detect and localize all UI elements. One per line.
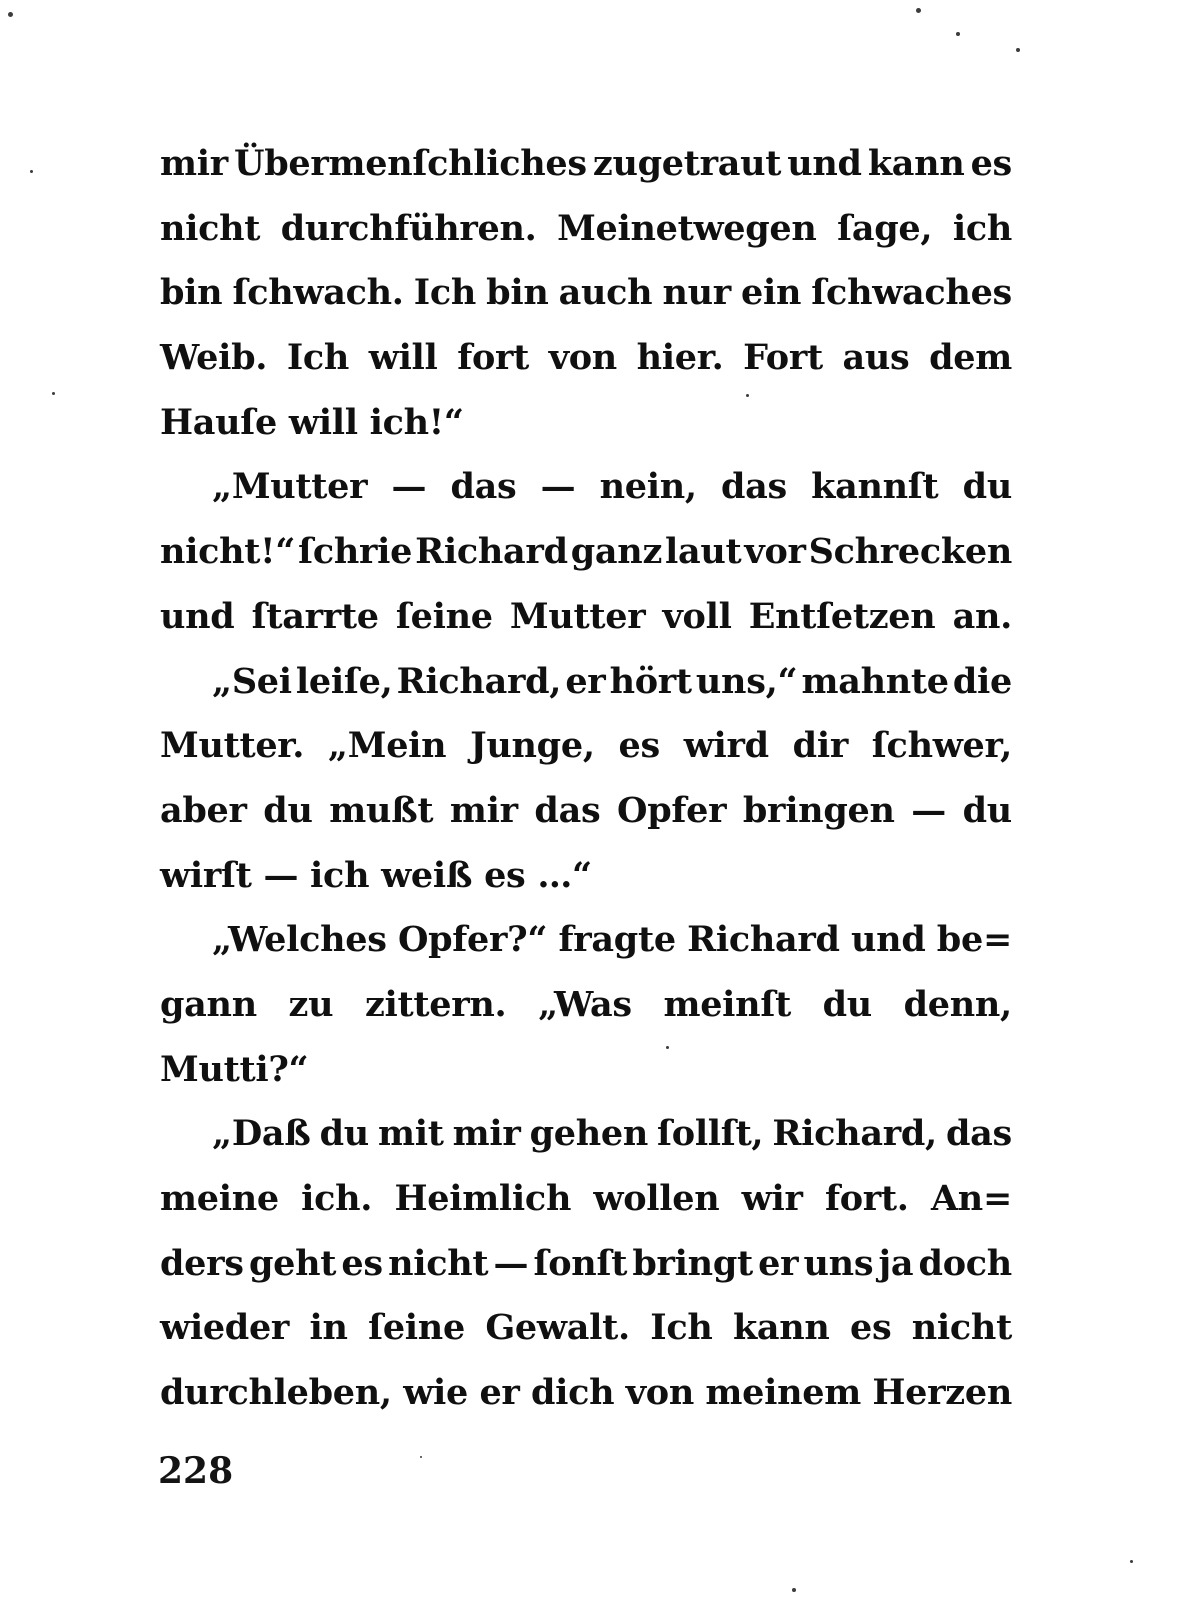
word: ganz (570, 531, 663, 573)
word: du (263, 789, 313, 831)
word: „Sei (212, 660, 292, 702)
word: voll (662, 595, 732, 637)
word: „Mein (327, 725, 447, 767)
word: das (720, 466, 787, 508)
word: mit (377, 1113, 444, 1155)
word: er (565, 660, 606, 702)
word: Opfer (617, 789, 727, 831)
word: mir (449, 789, 518, 831)
word: Übermenſchliches (233, 143, 587, 184)
word: Heimlich (394, 1178, 572, 1219)
word: nicht (911, 1307, 1012, 1349)
word: durchführen. (280, 207, 537, 249)
word: die (952, 660, 1012, 702)
word: und (160, 595, 235, 637)
word: ſchrie (298, 531, 413, 573)
word: ſeine (395, 595, 493, 637)
word: hört (609, 660, 692, 702)
word: mir (452, 1113, 521, 1155)
word: — (540, 466, 576, 508)
word: Junge, (470, 725, 595, 767)
word: laut (665, 531, 742, 573)
text-line: wirſt — ich weiß es …“ (160, 854, 592, 896)
word: dir (792, 725, 848, 767)
scan-speck (1016, 48, 1020, 52)
word: Ich (650, 1307, 713, 1349)
word: uns,“ (695, 660, 798, 702)
scan-speck (792, 1588, 796, 1592)
scan-speck (746, 394, 749, 397)
word: be= (936, 919, 1012, 961)
word: Weib. (160, 337, 268, 379)
text-block (160, 132, 1012, 1426)
word: es (341, 1242, 383, 1284)
word: mußt (329, 789, 434, 831)
word: ſchwaches (811, 272, 1012, 314)
word: ja (878, 1242, 914, 1284)
text-line (160, 714, 1012, 779)
word: Ich (286, 337, 350, 379)
text-line (160, 132, 1012, 197)
word: „Daß (212, 1113, 311, 1155)
word: das (534, 789, 601, 831)
word: kann (867, 143, 965, 184)
word: Opfer?“ (397, 919, 548, 961)
word: aus (842, 337, 910, 379)
word: es (970, 143, 1012, 184)
text-line (160, 1232, 1012, 1297)
text-line (160, 1361, 1012, 1426)
word: hier. (636, 337, 724, 379)
word: Entſetzen (748, 595, 936, 637)
word: Mutter (509, 595, 646, 637)
word: nicht!“ (160, 531, 296, 573)
word: will (368, 337, 438, 379)
word: — (493, 1242, 529, 1284)
word: ſollſt, (657, 1113, 764, 1155)
text-line (160, 973, 1012, 1038)
word: fragte (558, 919, 676, 961)
word: ich. (301, 1178, 373, 1219)
text-line (160, 908, 1012, 973)
word: Richard, (396, 660, 562, 702)
word: von (625, 1372, 694, 1414)
word: doch (918, 1242, 1012, 1284)
word: es (849, 1307, 892, 1349)
word: du (962, 466, 1012, 508)
word: bin (486, 272, 549, 314)
word: ich (952, 207, 1012, 249)
word: meine (160, 1178, 279, 1219)
word: du (962, 789, 1012, 831)
text-line (160, 1167, 1012, 1232)
word: An= (930, 1178, 1012, 1219)
word: Meinetwegen (557, 207, 817, 249)
text-line (160, 261, 1012, 326)
text-line (160, 520, 1012, 585)
word: mahnte (801, 660, 949, 702)
word: Herzen (872, 1372, 1012, 1414)
word: ſtarrte (251, 595, 379, 637)
word: bringen (742, 789, 895, 831)
word: vor (744, 531, 806, 573)
word: an. (952, 595, 1012, 637)
word: — (391, 466, 427, 508)
text-line (160, 1102, 1012, 1167)
word: du (822, 983, 872, 1025)
scan-speck (916, 8, 921, 13)
word: meinem (705, 1372, 861, 1414)
word: er (758, 1242, 799, 1284)
scan-speck (666, 1046, 669, 1049)
word: zittern. (364, 983, 507, 1025)
word: wir (741, 1178, 803, 1219)
word: ſage, (837, 207, 933, 249)
word: nicht (388, 1242, 489, 1284)
word: Richard, (772, 1113, 937, 1155)
word: — (911, 789, 946, 831)
word: denn, (903, 983, 1012, 1025)
word: bringt (632, 1242, 753, 1284)
word: wollen (593, 1178, 720, 1219)
word: das (945, 1113, 1012, 1155)
word: zu (288, 983, 334, 1025)
word: nicht (160, 207, 261, 249)
word: fort. (824, 1178, 909, 1219)
text-line (160, 197, 1012, 262)
word: Richard (415, 531, 568, 573)
word: von (548, 337, 617, 379)
word: ſchwach. (232, 272, 404, 314)
word: bin (160, 272, 223, 314)
text-line: Hauſe will ich!“ (160, 401, 464, 443)
word: Schrecken (808, 531, 1012, 573)
word: Fort (743, 337, 823, 379)
text-line (160, 455, 1012, 520)
text-line (160, 650, 1012, 715)
text-line (160, 326, 1012, 391)
word: ders (160, 1242, 244, 1284)
word: ſchwer, (871, 725, 1012, 767)
word: kannſt (811, 466, 939, 508)
text-line (160, 1296, 1012, 1361)
word: geht (248, 1242, 337, 1284)
word: dich (530, 1372, 615, 1414)
word: ein (741, 272, 802, 314)
word: Richard (687, 919, 840, 961)
scan-speck (420, 1456, 422, 1458)
word: und (851, 919, 926, 961)
word: dem (929, 337, 1012, 379)
word: kann (732, 1307, 830, 1349)
word: aber (160, 789, 247, 831)
word: nur (662, 272, 731, 314)
word: in (309, 1307, 348, 1349)
word: gann (160, 983, 257, 1025)
word: nein, (599, 466, 697, 508)
word: meinſt (663, 983, 791, 1025)
word: uns (803, 1242, 874, 1284)
word: ſeine (368, 1307, 465, 1349)
word: wird (683, 725, 769, 767)
word: „Mutter (212, 466, 368, 508)
word: leiſe, (295, 660, 393, 702)
scan-speck (8, 12, 13, 17)
word: wie (403, 1372, 468, 1414)
scan-speck (30, 170, 33, 173)
text-line (160, 779, 1012, 844)
word: fort (457, 337, 530, 379)
word: es (618, 725, 660, 767)
word: mir (160, 143, 228, 184)
word: „Welches (212, 919, 387, 961)
text-line: Mutti?“ (160, 1048, 309, 1090)
word: das (450, 466, 517, 508)
text-line (160, 585, 1012, 650)
word: auch (558, 272, 653, 314)
word: durchleben, (160, 1372, 392, 1414)
page-number: 228 (158, 1450, 234, 1492)
scan-speck (1130, 1560, 1133, 1563)
word: er (479, 1372, 520, 1414)
word: wieder (160, 1307, 290, 1349)
word: zugetraut (592, 143, 782, 184)
word: und (787, 143, 862, 184)
word: du (319, 1113, 369, 1155)
word: Ich (413, 272, 477, 314)
word: Gewalt. (485, 1307, 630, 1349)
word: gehen (529, 1113, 648, 1155)
word: Mutter. (160, 725, 305, 767)
word: „Was (538, 983, 632, 1025)
scan-speck (52, 392, 55, 395)
scan-speck (956, 32, 960, 36)
word: ſonſt (533, 1242, 628, 1284)
